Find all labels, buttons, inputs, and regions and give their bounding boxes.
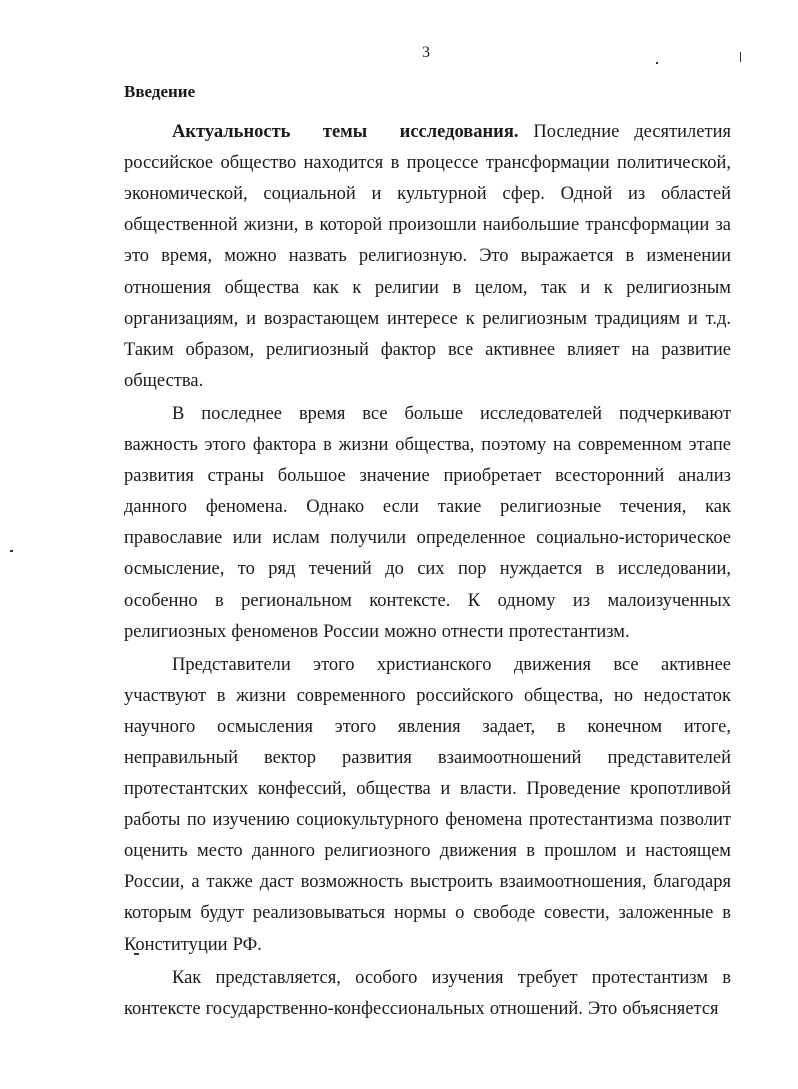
- document-body: [124, 76, 731, 1025]
- scan-speck: [656, 62, 658, 64]
- paragraph-1: [124, 117, 731, 397]
- section-heading: Введение: [124, 82, 196, 101]
- paragraph-lead: Актуальность темы исследования.: [172, 122, 519, 143]
- paragraph-3: Представители этого христианского движения все активнее участвуют в жизни современного российского общества, но недостаток научного осмысления этого явления задает, в конечном итоге, неправильный вектор развития взаимоотношений представителей протестантских конфессий, общества и власти. Проведение кропотливой работы по изучению социокультурного феномена протестантизма позволит оценить место данного религиозного движения в прошлом и настоящем России, а также даст возможность выстроить взаимоотношения, благодаря которым будут реализовываться нормы о свободе совести, заложенные в Конституции РФ.: [124, 654, 731, 955]
- scan-speck: [10, 550, 13, 552]
- paragraph-text: Последние десятилетия российское общество находится в процессе трансформации политической, экономической, социальной и культурной сфер. Одной из областей общественной жизни, в которой произошли наибольшие трансформации за это время, можно назвать религиозную. Это выражается в изменении отношения общества как к религии в целом, так и к религиозным организациям, и возрастающем интересе к религиозным традициям и т.д. Таким образом, религиозный фактор все активнее влияет на развитие общества.: [124, 122, 731, 391]
- scan-speck: [740, 52, 741, 62]
- page-number: 3: [422, 44, 430, 61]
- paragraph-2: В последнее время все больше исследователей подчеркивают важность этого фактора в жизни общества, поэтому на современном этапе развития страны большое значение приобретает всесторонний анализ данного феномена. Однако если такие религиозные течения, как православие или ислам получили определенное социально-историческое осмысление, то ряд течений до сих пор нуждается в исследовании, особенно в региональном контексте. К одному из малоизученных религиозных феноменов России можно отнести протестантизм.: [124, 403, 731, 642]
- paragraph-4: Как представляется, особого изучения требует протестантизм в контексте государственно-конфессиональных отношений. Это объясняется: [124, 967, 731, 1019]
